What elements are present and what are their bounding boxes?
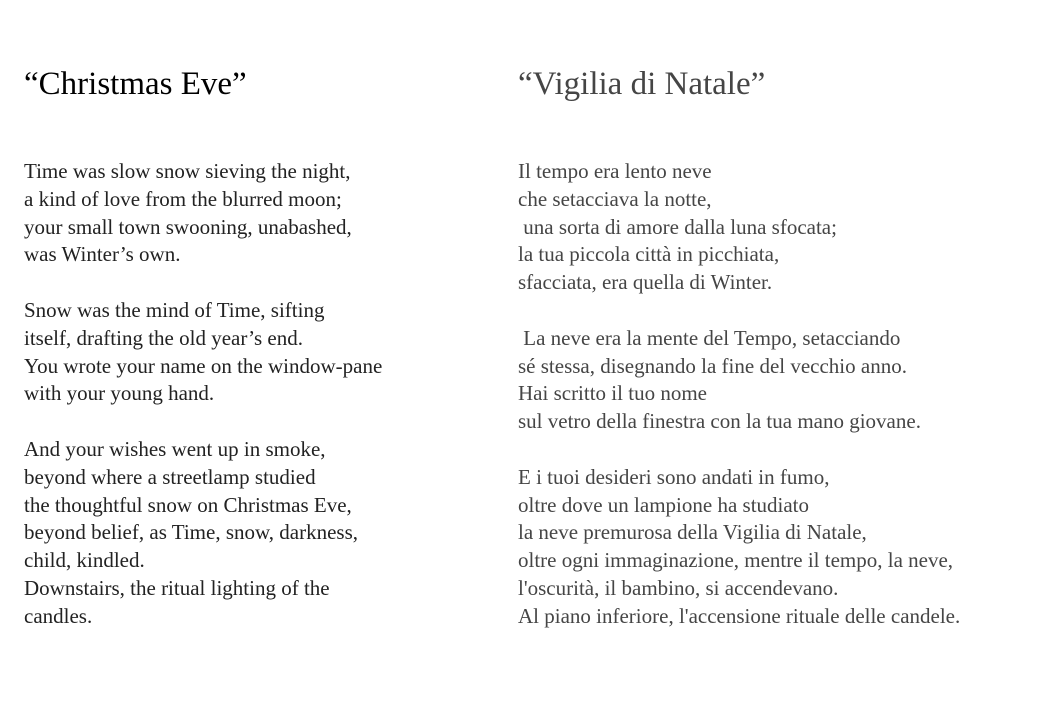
english-poem-body — [24, 158, 382, 658]
poem-line: E i tuoi desideri sono andati in fumo, — [518, 464, 830, 489]
poem-line: your small town swooning, unabashed, — [24, 214, 352, 239]
italian-poem-body — [518, 158, 960, 658]
poem-line: beyond where a streetlamp studied — [24, 464, 316, 489]
poem-line: You wrote your name on the window-pane — [24, 353, 383, 378]
poem-line: child, kindled. — [24, 548, 145, 573]
italian-stanza-2 — [518, 325, 960, 436]
poem-line: Hai scritto il tuo nome — [518, 381, 707, 406]
poem-line: La neve era la mente del Tempo, setacciando — [518, 325, 901, 350]
poem-line: a kind of love from the blurred moon; — [24, 186, 342, 211]
poem-line: candles. — [24, 603, 93, 628]
italian-stanza-1 — [518, 158, 960, 297]
poem-line: with your young hand. — [24, 381, 215, 406]
english-stanza-2 — [24, 297, 382, 408]
italian-title: “Vigilia di Natale” — [518, 66, 766, 102]
poem-line: l'oscurità, il bambino, si accendevano. — [518, 575, 839, 600]
poem-line: was Winter’s own. — [24, 242, 181, 267]
poem-line: la neve premurosa della Vigilia di Natale, — [518, 520, 867, 545]
poem-line: beyond belief, as Time, snow, darkness, — [24, 520, 359, 545]
italian-stanza-3 — [518, 464, 960, 631]
poem-line: sfacciata, era quella di Winter. — [518, 270, 773, 295]
poem-line: che setacciava la notte, — [518, 186, 712, 211]
poem-line: sul vetro della finestra con la tua mano giovane. — [518, 409, 921, 434]
english-title: “Christmas Eve” — [24, 66, 247, 102]
poem-line: Time was slow snow sieving the night, — [24, 159, 351, 183]
poem-line: sé stessa, disegnando la fine del vecchio anno. — [518, 353, 907, 378]
english-stanza-1 — [24, 158, 382, 269]
poem-line: Downstairs, the ritual lighting of the — [24, 575, 330, 600]
poem-line: And your wishes went up in smoke, — [24, 436, 326, 461]
english-stanza-3 — [24, 436, 382, 631]
poem-line: Snow was the mind of Time, sifting — [24, 297, 325, 322]
poem-line: itself, drafting the old year’s end. — [24, 325, 303, 350]
poem-line: una sorta di amore dalla luna sfocata; — [518, 214, 837, 239]
poem-line: oltre ogni immaginazione, mentre il tempo, la neve, — [518, 548, 954, 573]
poem-line: Il tempo era lento neve — [518, 159, 712, 183]
poem-line: the thoughtful snow on Christmas Eve, — [24, 492, 352, 517]
poem-line: la tua piccola città in picchiata, — [518, 242, 780, 267]
poem-line: Al piano inferiore, l'accensione rituale delle candele. — [518, 603, 961, 628]
poem-line: oltre dove un lampione ha studiato — [518, 492, 810, 517]
